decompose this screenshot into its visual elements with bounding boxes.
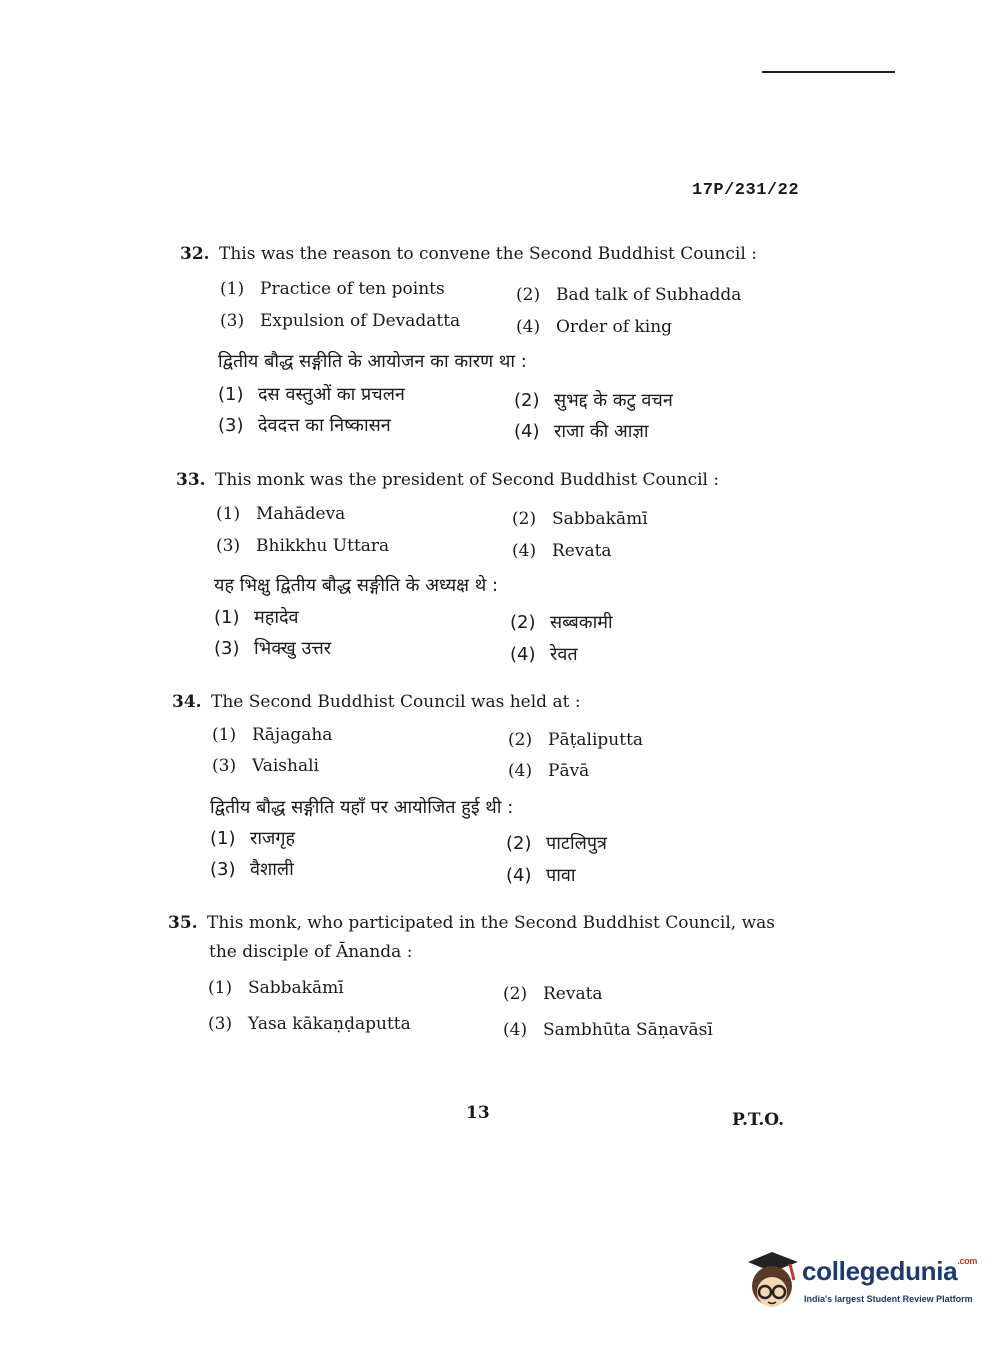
option-en-3: (3) Expulsion of Devadatta [220,311,461,331]
option-hi-1: (1) महादेव [214,607,299,628]
question-text-en: This monk, who participated in the Second Buddhist Council, was [206,913,775,933]
option-hi-2: (2) पाटलिपुत्र [506,833,607,854]
question-number: 35. [168,913,198,933]
question-text-en: The Second Buddhist Council was held at : [210,692,581,712]
option-hi-2: (2) सब्बकामी [510,612,613,633]
option-en-1: (1) Mahādeva [216,504,346,524]
question-text-en-line2: the disciple of Ānanda : [209,942,413,962]
option-en-2: (2) Revata [503,984,603,1004]
option-en-3: (3) Yasa kākaṇḍaputta [208,1014,411,1034]
option-en-3: (3) Vaishali [212,756,319,776]
collegedunia-logo [742,1250,978,1320]
top-rule [762,71,895,73]
question-text-hi: द्वितीय बौद्ध सङ्गीति के आयोजन का कारण था : [218,351,527,372]
question-number: 32. [180,244,210,264]
mascot-icon [742,1250,802,1320]
question-text-en: This monk was the president of Second Buddhist Council : [214,470,720,490]
option-hi-3: (3) देवदत्त का निष्कासन [218,415,391,436]
question-33 [176,469,719,491]
brand-tagline: India's largest Student Review Platform [804,1294,973,1304]
option-hi-1: (1) दस वस्तुओं का प्रचलन [218,384,405,405]
option-en-2: (2) Bad talk of Subhadda [516,285,742,305]
question-34 [172,691,581,713]
option-hi-3: (3) वैशाली [210,859,294,880]
question-text-hi: द्वितीय बौद्ध सङ्गीति यहाँ पर आयोजित हुई थी : [210,797,514,818]
paper-code: 17P/231/22 [692,181,800,200]
option-en-4: (4) Order of king [516,317,673,337]
option-hi-4: (4) रेवत [510,644,578,665]
option-hi-4: (4) पावा [506,865,576,886]
option-en-4: (4) Sambhūta Sāṇavāsī [503,1020,713,1040]
option-en-3: (3) Bhikkhu Uttara [216,536,390,556]
option-en-2: (2) Pāṭaliputta [508,730,644,750]
option-hi-2: (2) सुभद्द के कटु वचन [514,390,673,411]
option-en-4: (4) Revata [512,541,612,561]
question-32 [180,243,757,265]
question-number: 34. [172,692,202,712]
question-35 [168,912,775,934]
option-en-1: (1) Practice of ten points [220,279,445,299]
brand-name: collegedunia$^{.com}$ [802,1256,978,1286]
question-text-hi: यह भिक्षु द्वितीय बौद्ध सङ्गीति के अध्यक्ष थे : [214,575,499,596]
option-en-1: (1) Sabbakāmī [208,978,344,998]
option-en-1: (1) Rājagaha [212,725,333,745]
option-en-4: (4) Pāvā [508,761,590,781]
page-number: 13 [466,1103,490,1123]
option-hi-4: (4) राजा की आज्ञा [514,421,649,442]
option-en-2: (2) Sabbakāmī [512,509,648,529]
question-text-en: This was the reason to convene the Second Buddhist Council : [218,244,757,264]
pto-label: P.T.O. [732,1110,784,1130]
question-number: 33. [176,470,206,490]
option-hi-3: (3) भिक्खु उत्तर [214,638,332,659]
option-hi-1: (1) राजगृह [210,828,296,849]
